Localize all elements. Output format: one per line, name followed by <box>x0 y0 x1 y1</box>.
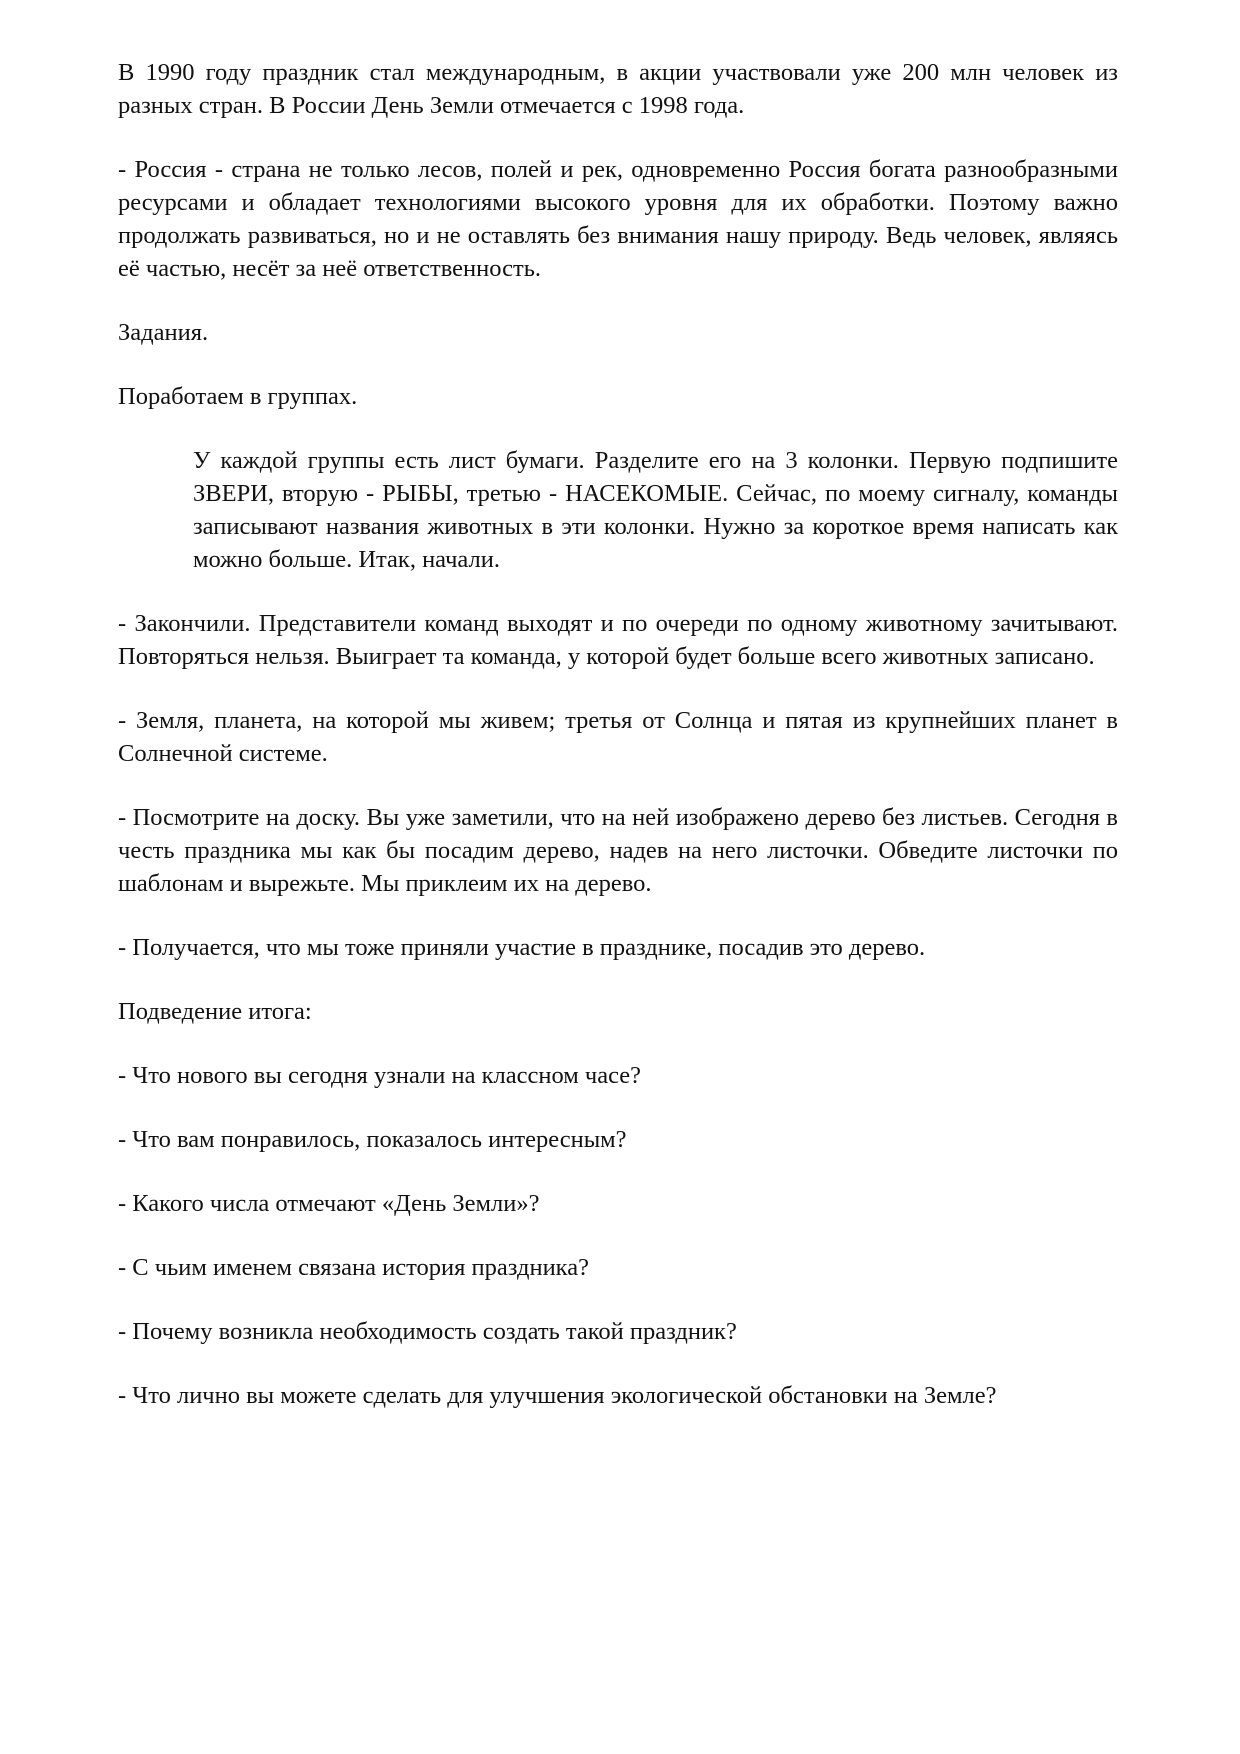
paragraph-history: В 1990 году праздник стал международным, в акции участвовали уже 200 млн человек из разных стран. В России День Земли отмечается с 1998 года. <box>118 59 1118 119</box>
question-3: - Какого числа отмечают «День Земли»? <box>118 1190 540 1217</box>
document-page <box>118 56 1118 1443</box>
paragraph-group-instructions: У каждой группы есть лист бумаги. Разделите его на 3 колонки. Первую подпишите ЗВЕРИ, вторую - РЫБЫ, третью - НАСЕКОМЫЕ. Сейчас, по моему сигналу, команды записывают названия животных в эти колонки. Нужно за короткое время написать как можно больше. Итак, начали. <box>193 447 1118 573</box>
question-1: - Что нового вы сегодня узнали на классном часе? <box>118 1062 642 1089</box>
paragraph-tree-activity: - Посмотрите на доску. Вы уже заметили, что на ней изображено дерево без листьев. Сегодня в честь праздника мы как бы посадим дерево, надев на него листочки. Обведите листочки по шаблонам и вырежьте. Мы приклеим их на дерево. <box>118 804 1118 897</box>
question-6: - Что лично вы можете сделать для улучшения экологической обстановки на Земле? <box>118 1382 997 1409</box>
paragraph-finished: - Закончили. Представители команд выходят и по очереди по одному животному зачитывают. Повторяться нельзя. Выиграет та команда, у которой будет больше всего животных записано. <box>118 610 1118 670</box>
question-4: - С чьим именем связана история праздника? <box>118 1254 589 1281</box>
heading-summary: Подведение итога: <box>118 998 312 1025</box>
paragraph-russia: - Россия - страна не только лесов, полей и рек, одновременно Россия богата разнообразными ресурсами и обладает технологиями высокого уровня для их обработки. Поэтому важно продолжать развиваться, но и не оставлять без внимания нашу природу. Ведь человек, являясь её частью, несёт за неё ответственность. <box>118 156 1118 282</box>
question-2: - Что вам понравилось, показалось интересным? <box>118 1126 627 1153</box>
heading-tasks: Задания. <box>118 319 209 346</box>
paragraph-participation: - Получается, что мы тоже приняли участие в празднике, посадив это дерево. <box>118 934 926 961</box>
question-5: - Почему возникла необходимость создать такой праздник? <box>118 1318 737 1345</box>
paragraph-earth-planet: - Земля, планета, на которой мы живем; третья от Солнца и пятая из крупнейших планет в Солнечной системе. <box>118 707 1118 767</box>
paragraph-group-work: Поработаем в группах. <box>118 383 358 410</box>
